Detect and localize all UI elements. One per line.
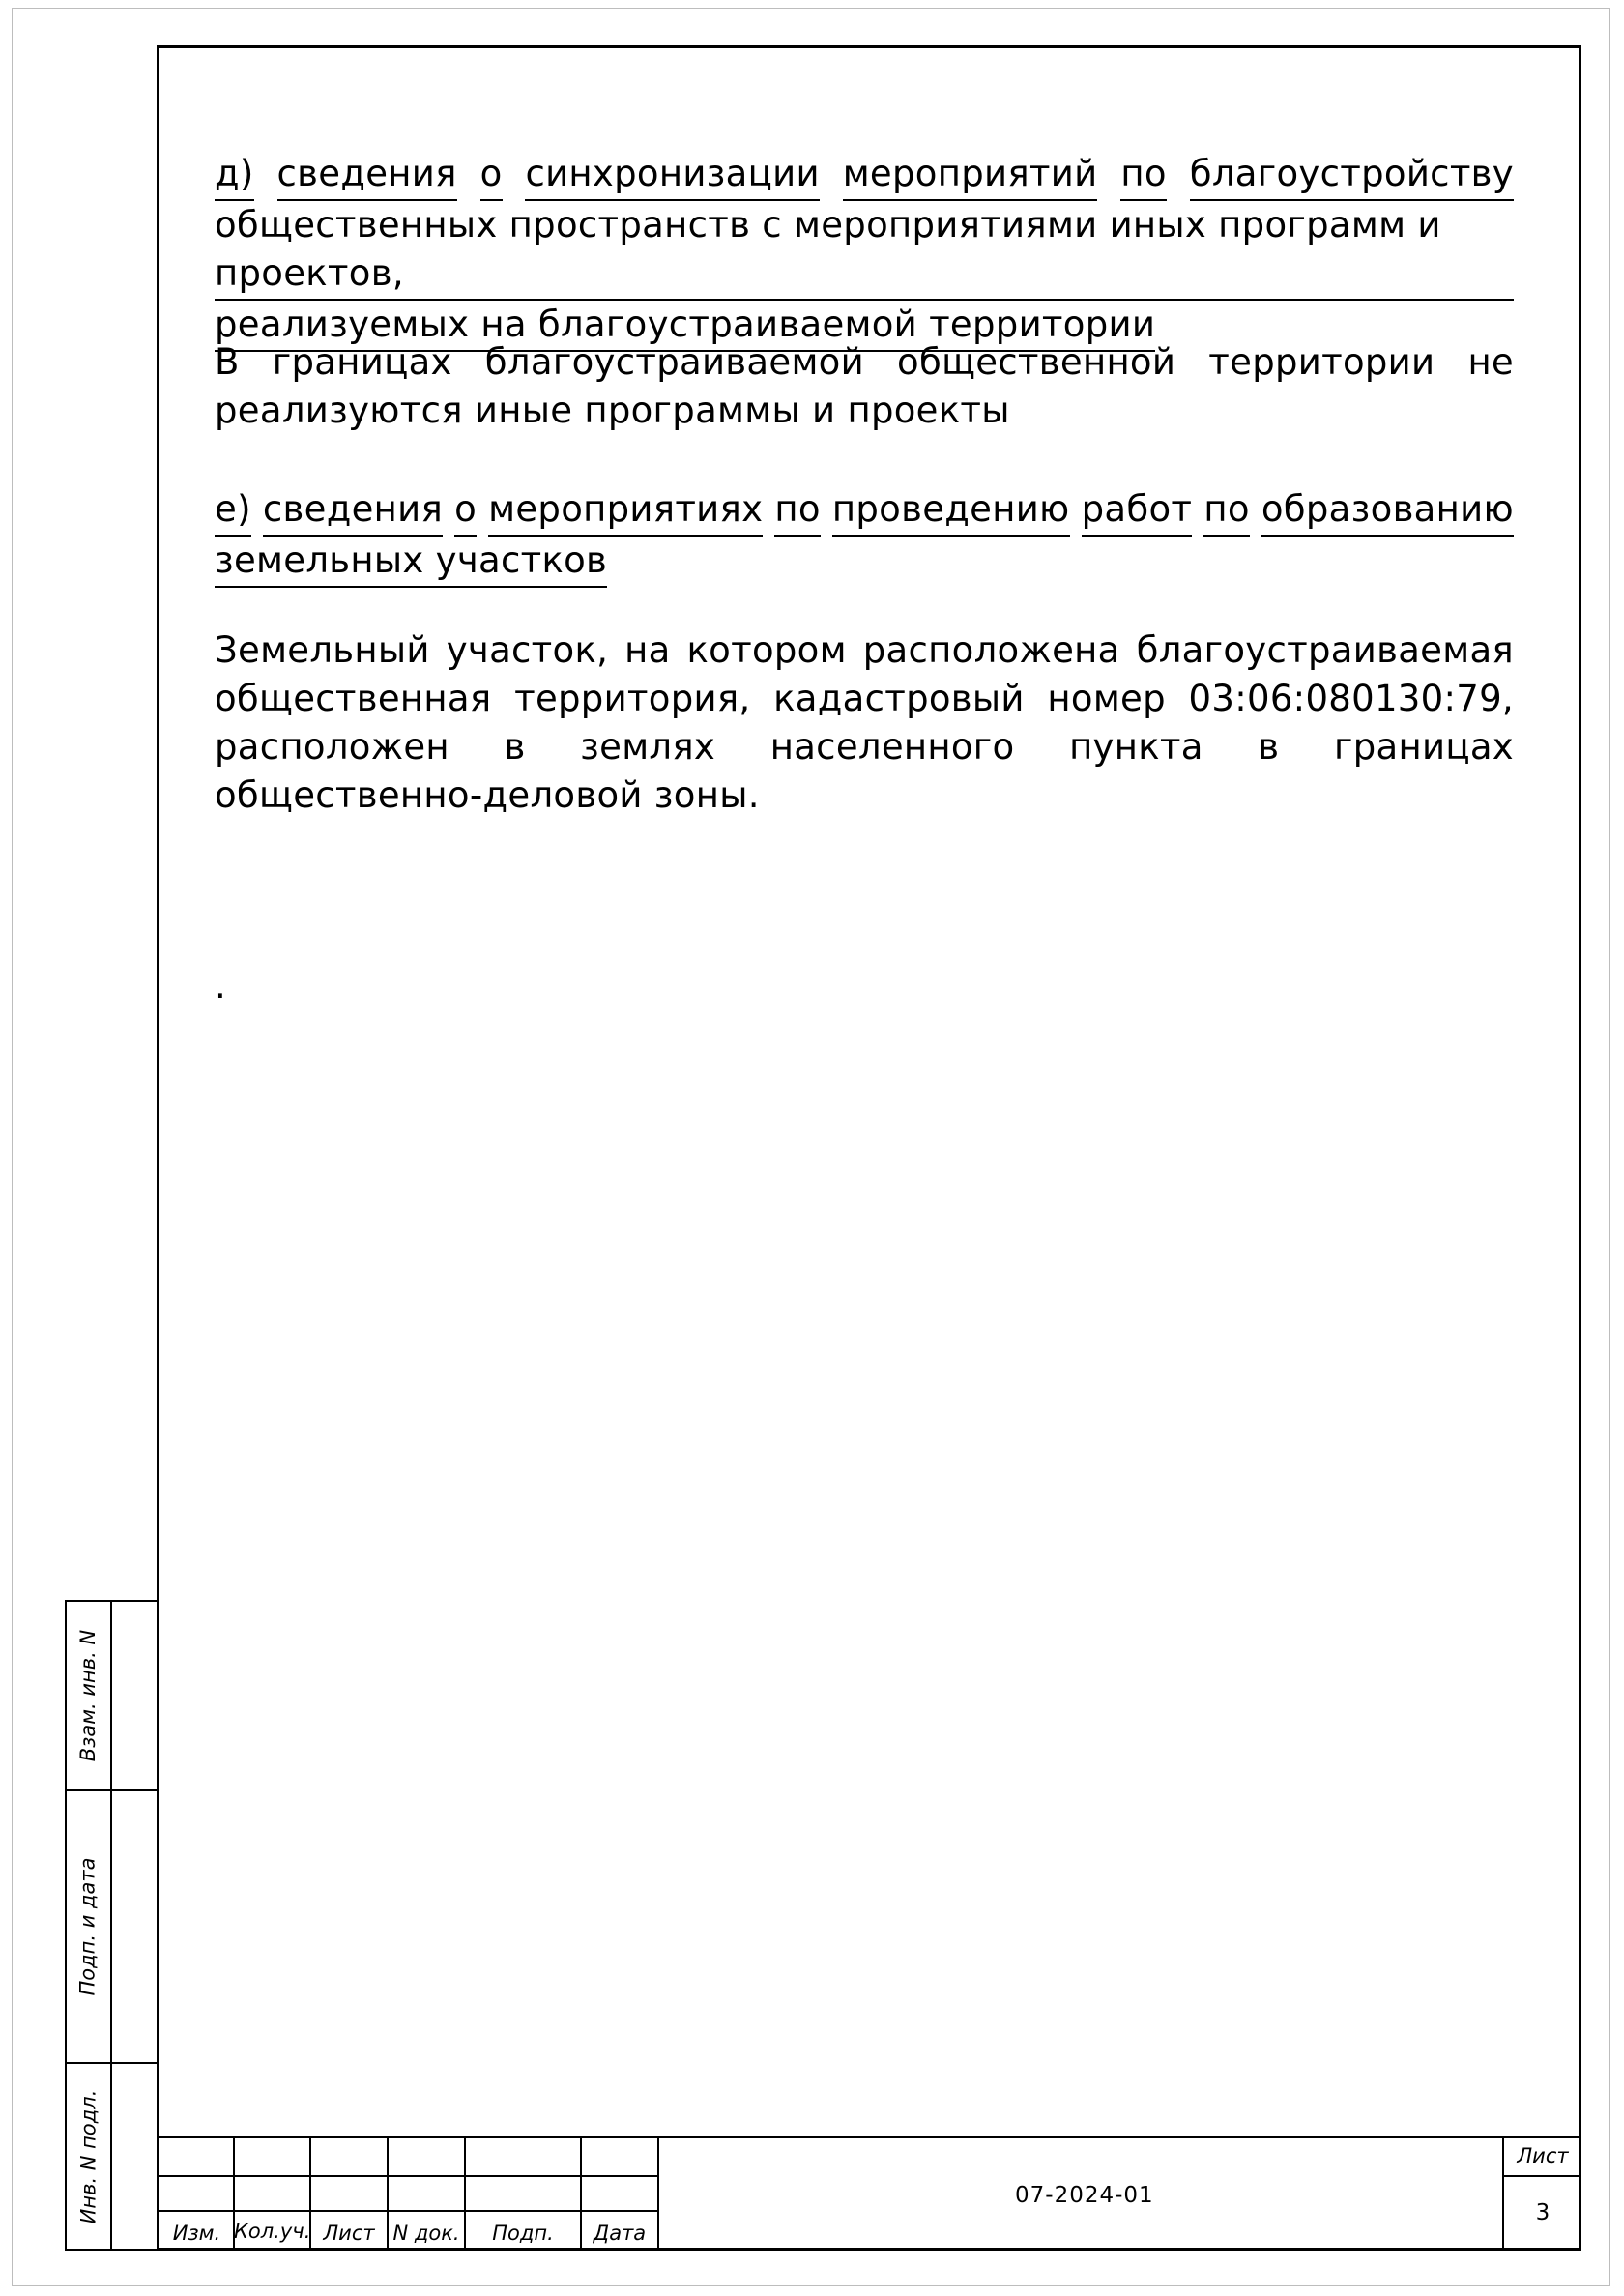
heading-word: мероприятий	[843, 150, 1098, 201]
tb-label-podp: Подп.	[492, 2222, 554, 2245]
section-e-body-line2: общественная территория, кадастровый номер 03:06:080130:79,	[215, 678, 1514, 719]
tb-label-kol-uch: Кол.уч.	[234, 2220, 311, 2243]
heading-word: работ	[1082, 485, 1193, 537]
side-label-podp-text: Подп. и дата	[76, 1857, 100, 1996]
heading-word: благоустройству	[1190, 150, 1514, 201]
heading-word: по	[1204, 485, 1249, 537]
section-e-body-line3: расположен в землях населенного пункта в границах	[215, 726, 1514, 768]
tb-label-data: Дата	[593, 2222, 647, 2245]
heading-word: синхронизации	[525, 150, 819, 201]
tb-top-line	[157, 2136, 1581, 2138]
section-e-body	[215, 626, 1514, 820]
section-d-heading-line3: реализуемых на благоустраиваемой территории	[215, 301, 1155, 352]
tb-row-line	[157, 2210, 657, 2212]
heading-word: е)	[215, 485, 251, 537]
title-block	[157, 2136, 1581, 2251]
section-e-body-line4: общественно-деловой зоны.	[215, 774, 760, 816]
side-stamp-strip	[65, 1600, 160, 2251]
tb-sheet-label: Лист	[1517, 2144, 1569, 2167]
side-label-inv	[65, 2062, 111, 2251]
section-e-heading	[215, 485, 1514, 588]
section-d-body-line2: реализуются иные программы и проекты	[215, 390, 1010, 431]
tb-row-line	[157, 2175, 657, 2177]
section-d-body-line1: В границах благоустраиваемой общественной территории не	[215, 341, 1514, 383]
section-d-body	[215, 338, 1514, 435]
tb-label-n-dok: N док.	[392, 2222, 460, 2245]
section-d-heading-line2: общественных пространств с мероприятиями иных программ и проектов,	[215, 201, 1514, 301]
tb-sheet-line	[1502, 2175, 1581, 2177]
heading-word: образованию	[1262, 485, 1514, 537]
section-d-heading	[215, 150, 1514, 352]
document-code: 07-2024-01	[1015, 2183, 1154, 2208]
side-label-vzam-text: Взам. инв. N	[76, 1629, 101, 1762]
section-e-heading-line2: земельных участков	[215, 537, 607, 588]
heading-word: сведения	[277, 150, 457, 201]
heading-word: по	[774, 485, 820, 537]
heading-word: д)	[215, 150, 254, 201]
heading-word: о	[454, 485, 477, 537]
side-label-podp	[65, 1789, 111, 2064]
section-e-heading-line1	[215, 485, 1514, 537]
side-label-inv-text: Инв. N подл.	[76, 2089, 100, 2223]
heading-word: по	[1120, 150, 1166, 201]
tb-sheet-number: 3	[1535, 2200, 1551, 2225]
tb-label-list: Лист	[323, 2222, 375, 2245]
heading-word: мероприятиях	[488, 485, 763, 537]
side-label-vzam	[65, 1600, 111, 1791]
stray-mark: .	[215, 965, 226, 1006]
section-e-body-line1: Земельный участок, на котором расположена благоустраиваемая	[215, 629, 1514, 671]
tb-label-izm: Изм.	[172, 2222, 221, 2245]
tb-col-line	[657, 2136, 659, 2251]
heading-word: проведению	[832, 485, 1070, 537]
heading-word: сведения	[263, 485, 443, 537]
heading-word: о	[480, 150, 503, 201]
section-d-heading-line1	[215, 150, 1514, 201]
